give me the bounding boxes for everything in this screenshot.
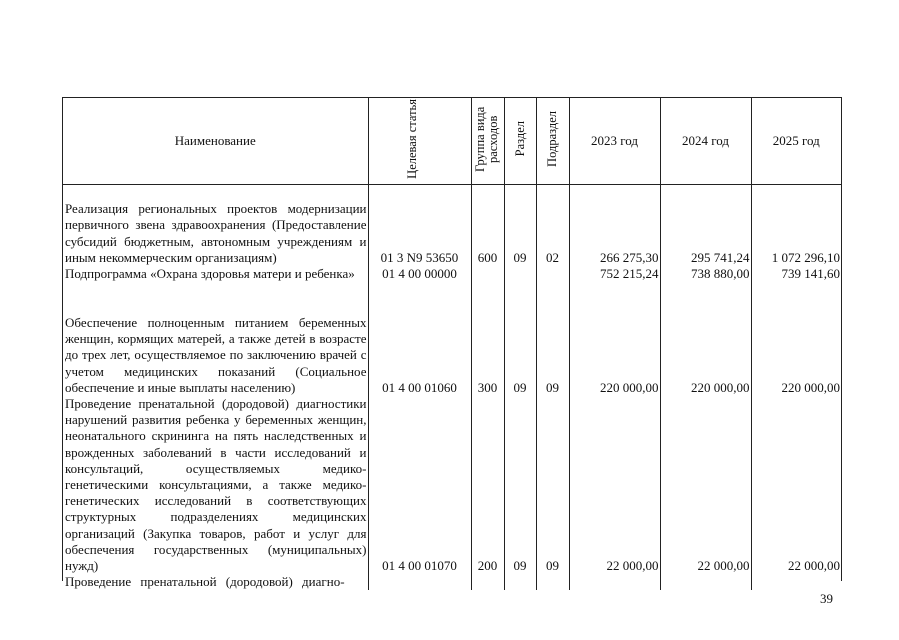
row-subsection: 02: [536, 185, 569, 267]
header-section: [504, 98, 536, 185]
table-row: [63, 185, 841, 267]
row-2024: [660, 574, 751, 590]
row-2024: 738 880,00: [660, 266, 751, 299]
row-2025: 1 072 296,10: [751, 185, 841, 267]
header-name: Наименование: [63, 98, 368, 185]
header-subsection: [536, 98, 569, 185]
table-row-partial: [63, 574, 841, 590]
header-code-text: Целевая статья: [404, 99, 419, 179]
row-subsection: 09: [536, 396, 569, 574]
row-subsection: 09: [536, 299, 569, 396]
header-code: [368, 98, 471, 185]
row-section: [504, 266, 536, 299]
row-section: 09: [504, 185, 536, 267]
row-code: 01 4 00 01060: [368, 299, 471, 396]
row-subsection: [536, 266, 569, 299]
header-group: [471, 98, 504, 185]
row-group: [471, 574, 504, 590]
row-name: Проведение пренатальной (дородовой) диагностики нарушений развития ребенка у беременных женщин, неонатального скрининга на пять наследственных и врожденных заболеваний в части исследований и консультаций, осуществляемых медико-генетическими консультациями, а также медико-генетических исследований в соответствующих структурных подразделениях медицинских организаций (Закупка товаров, работ и услуг для обеспечения государственных (муниципальных) нужд): [65, 396, 367, 574]
row-2025: 220 000,00: [751, 299, 841, 396]
row-section: [504, 574, 536, 590]
row-group: 300: [471, 299, 504, 396]
table-row: [63, 266, 841, 299]
row-2024: 22 000,00: [660, 396, 751, 574]
row-2025: 739 141,60: [751, 266, 841, 299]
row-2024: 220 000,00: [660, 299, 751, 396]
row-2024: 295 741,24: [660, 185, 751, 267]
row-code: 01 3 N9 53650: [368, 185, 471, 267]
row-name: Подпрограмма «Охрана здоровья матери и ребенка»: [65, 266, 355, 281]
header-2023: 2023 год: [569, 98, 660, 185]
row-code: 01 4 00 01070: [368, 396, 471, 574]
row-name: Реализация региональных проектов модернизации первичного звена здравоохранения (Предоставление субсидий бюджетным, автономным учреждениям и иным некоммерческим организациям): [65, 201, 367, 265]
table-row: [63, 396, 841, 574]
row-section: 09: [504, 396, 536, 574]
row-2023: 752 215,24: [569, 266, 660, 299]
row-group: 600: [471, 185, 504, 267]
row-2023: 220 000,00: [569, 299, 660, 396]
header-group-text: Группа вида расходов: [472, 106, 500, 172]
row-name: Обеспечение полноценным питанием беременных женщин, кормящих матерей, а также детей в возрасте до трех лет, осуществляемое по заключению врачей с учетом медицинских показаний (Социальное обеспечение и иные выплаты населению): [65, 314, 367, 395]
row-group: 200: [471, 396, 504, 574]
header-2025: 2025 год: [751, 98, 841, 185]
header-subsection-text: Подраздел: [545, 111, 559, 167]
table-header-row: [63, 98, 841, 185]
row-2023: 22 000,00: [569, 396, 660, 574]
row-code: 01 4 00 00000: [368, 266, 471, 299]
row-section: 09: [504, 299, 536, 396]
row-2023: [569, 574, 660, 590]
row-subsection: [536, 574, 569, 590]
row-2025: 22 000,00: [751, 396, 841, 574]
row-name: Проведение пренатальной (дородовой) диагно-: [65, 574, 345, 590]
header-2024: 2024 год: [660, 98, 751, 185]
row-code: [368, 574, 471, 590]
row-2025: [751, 574, 841, 590]
budget-table: [62, 97, 842, 590]
table-row: [63, 299, 841, 396]
budget-table-grid: [63, 98, 841, 590]
header-section-text: Раздел: [512, 121, 527, 157]
page-number: 39: [820, 591, 833, 606]
row-group: [471, 266, 504, 299]
row-2023: 266 275,30: [569, 185, 660, 267]
